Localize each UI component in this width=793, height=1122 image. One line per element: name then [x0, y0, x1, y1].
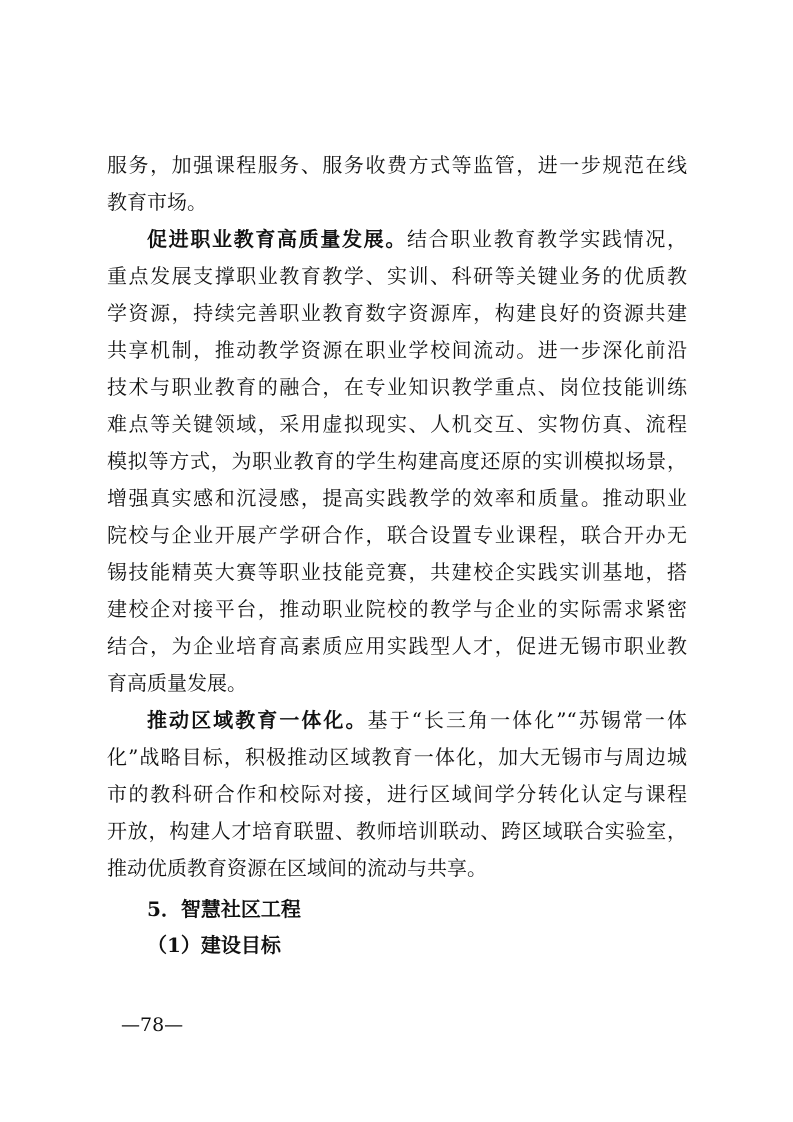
paragraph-2-line-9: 院校与企业开展产学研合作，联合设置专业课程，联合开办无 [107, 523, 687, 547]
paragraph-2-line-13: 育高质量发展。 [107, 671, 247, 695]
paragraph-2-line-8: 增强真实感和沉浸感，提高实践教学的效率和质量。推动职业 [107, 486, 687, 510]
paragraph-3-line-2: 化”战略目标，积极推动区域教育一体化，加大无锡市与周边城 [107, 745, 687, 769]
paragraph-2-line-12: 结合，为企业培育高素质应用实践型人才，促进无锡市职业教 [107, 634, 687, 658]
paragraph-2-line-1 [147, 220, 687, 258]
paragraph-2-first-line-rest: 结合职业教育教学实践情况， [407, 227, 687, 251]
subsection-heading: （1）建设目标 [147, 933, 281, 957]
paragraph-2-line-6: 难点等关键领域，采用虚拟现实、人机交互、实物仿真、流程 [107, 412, 687, 436]
page-number: —78— [121, 1014, 184, 1036]
paragraph-3-line-3: 市的教科研合作和校际对接，进行区域间学分转化认定与课程 [107, 782, 687, 806]
paragraph-3-line-1 [147, 701, 687, 739]
paragraph-1-line-1: 服务，加强课程服务、服务收费方式等监管，进一步规范在线 [107, 153, 687, 177]
paragraph-3-line-5: 推动优质教育资源在区域间的流动与共享。 [107, 856, 487, 880]
paragraph-2-lead: 促进职业教育高质量发展。 [147, 227, 407, 251]
paragraph-2-line-10: 锡技能精英大赛等职业技能竞赛，共建校企实践实训基地，搭 [107, 560, 687, 584]
paragraph-2-line-7: 模拟等方式，为职业教育的学生构建高度还原的实训模拟场景， [107, 449, 687, 473]
paragraph-3-line-4: 开放，构建人才培育联盟、教师培训联动、跨区域联合实验室， [107, 819, 687, 843]
paragraph-2-line-5: 技术与职业教育的融合，在专业知识教学重点、岗位技能训练 [107, 375, 687, 399]
paragraph-2-line-2: 重点发展支撑职业教育教学、实训、科研等关键业务的优质教 [107, 264, 687, 288]
paragraph-2-line-4: 共享机制，推动教学资源在职业学校间流动。进一步深化前沿 [107, 338, 687, 362]
paragraph-3-lead: 推动区域教育一体化。 [147, 708, 368, 732]
paragraph-2-line-11: 建校企对接平台，推动职业院校的教学与企业的实际需求紧密 [107, 597, 687, 621]
section-heading: 5．智慧社区工程 [147, 897, 301, 921]
paragraph-2-line-3: 学资源，持续完善职业教育数字资源库，构建良好的资源共建 [107, 301, 687, 325]
paragraph-3-first-line-rest: 基于“长三角一体化”“苏锡常一体 [367, 708, 687, 732]
paragraph-1-line-2: 教育市场。 [107, 190, 207, 214]
